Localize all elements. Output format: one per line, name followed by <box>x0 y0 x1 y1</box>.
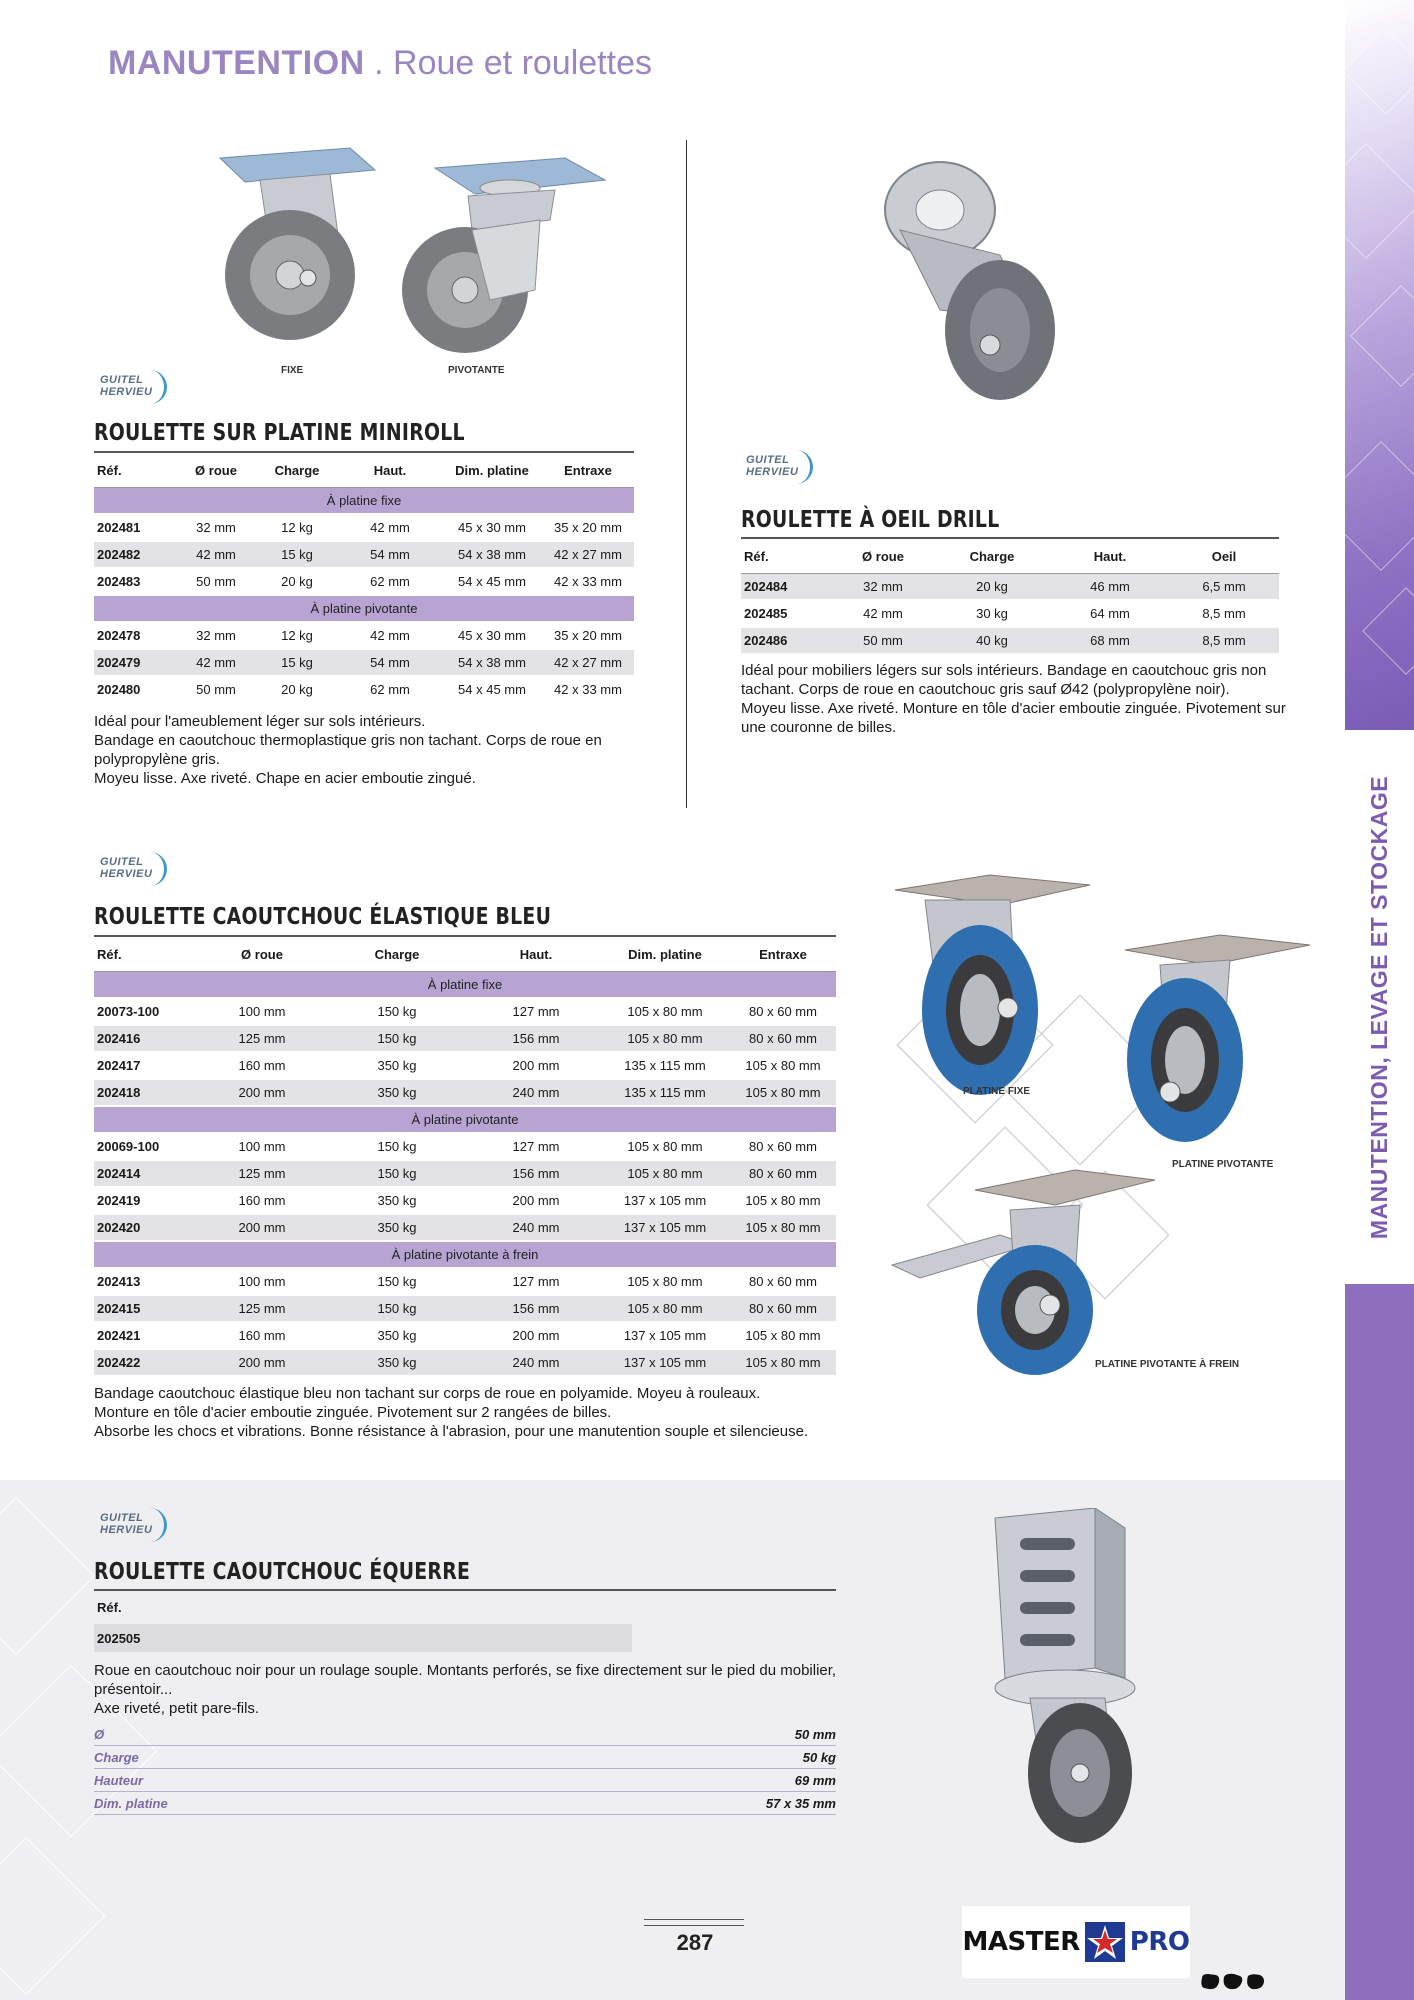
group-band: À platine pivotante <box>94 595 634 622</box>
section-title-miniroll: ROULETTE SUR PLATINE MINIROLL <box>94 420 465 446</box>
ref-header: Réf. <box>97 1600 122 1615</box>
table-header-row <box>94 943 836 972</box>
spec-row: Charge 50 kg <box>94 1746 836 1769</box>
table-row: 202414 125 mm 150 kg 156 mm 105 x 80 mm 80 x 60 mm <box>94 1160 836 1187</box>
col-ref: Réf. <box>741 545 833 574</box>
caption-platine-frein: PLATINE PIVOTANTE À FREIN <box>1095 1359 1240 1370</box>
star-icon <box>1083 1920 1127 1964</box>
table-row: 202481 32 mm 12 kg 42 mm 45 x 30 mm 35 x 20 mm <box>94 514 634 541</box>
table-row: 202415 125 mm 150 kg 156 mm 105 x 80 mm 80 x 60 mm <box>94 1295 836 1322</box>
brand-logo: GUITEL HERVIEU <box>96 370 172 406</box>
brand-logo: GUITEL HERVIEU <box>96 852 172 888</box>
spec-row: Dim. platine 57 x 35 mm <box>94 1792 836 1815</box>
table-row: 202485 42 mm 30 kg 64 mm 8,5 mm <box>741 600 1279 627</box>
caption-platine-pivotante: PLATINE PIVOTANTE <box>1172 1159 1274 1170</box>
brand-logo: GUITEL HERVIEU <box>742 450 818 486</box>
page-number: 287 <box>676 1930 714 1955</box>
side-tab-label: MANUTENTION, LEVAGE ET STOCKAGE <box>1366 775 1393 1239</box>
section-title-drill: ROULETTE À OEIL DRILL <box>741 507 1000 533</box>
table-row: 202419 160 mm 350 kg 200 mm 137 x 105 mm 105 x 80 mm <box>94 1187 836 1214</box>
table-row: 202416 125 mm 150 kg 156 mm 105 x 80 mm 80 x 60 mm <box>94 1025 836 1052</box>
table-row: 202420 200 mm 350 kg 240 mm 137 x 105 mm 105 x 80 mm <box>94 1214 836 1241</box>
col-height: Haut. <box>1051 545 1169 574</box>
bleu-description: Bandage caoutchouc élastique bleu non tachant sur corps de roue en polyamide. Moyeu à rouleaux. Monture en tôle d'acier emboutie zinguée. Pivotement sur 2 rangées de billes. Absorbe les chocs et vibrations. Bonne résistance à l'abrasion, pour une manutention souple et silencieuse. <box>94 1385 809 1440</box>
section-rule <box>741 537 1279 539</box>
col-charge: Charge <box>256 459 338 488</box>
decorative-shapes-icon <box>1200 1972 1270 1992</box>
side-band-bottom <box>1345 1284 1414 2000</box>
page-title: MANUTENTION . Roue et roulettes <box>108 44 652 82</box>
col-plate: Dim. platine <box>442 459 542 488</box>
col-height: Haut. <box>472 943 600 972</box>
col-diameter: Ø roue <box>202 943 322 972</box>
equerre-description: Roue en caoutchouc noir pour un roulage souple. Montants perforés, se fixe directement sur le pied du mobilier, présentoir... Axe riveté, petit pare-fils. <box>94 1662 837 1717</box>
table-row: 20069-100 100 mm 150 kg 127 mm 105 x 80 mm 80 x 60 mm <box>94 1133 836 1160</box>
group-band: À platine pivotante à frein <box>94 1241 836 1268</box>
table-row: 20073-100 100 mm 150 kg 127 mm 105 x 80 mm 80 x 60 mm <box>94 998 836 1025</box>
section-rule <box>94 451 634 453</box>
col-entraxe: Entraxe <box>730 943 836 972</box>
drill-product-image <box>880 160 1100 410</box>
table-row: 202413 100 mm 150 kg 127 mm 105 x 80 mm 80 x 60 mm <box>94 1268 836 1295</box>
table-row: 202482 42 mm 15 kg 54 mm 54 x 38 mm 42 x 27 mm <box>94 541 634 568</box>
drill-table <box>741 545 1279 655</box>
col-height: Haut. <box>338 459 442 488</box>
miniroll-description: Idéal pour l'ameublement léger sur sols intérieurs. Bandage en caoutchouc thermoplastique gris non tachant. Corps de roue en polypropylène gris. Moyeu lisse. Axe riveté. Chape en acier emboutie zingué. <box>94 713 602 787</box>
group-band: À platine fixe <box>94 488 634 515</box>
group-band: À platine fixe <box>94 972 836 999</box>
caption-pivotante: PIVOTANTE <box>448 365 505 376</box>
group-band: À platine pivotante <box>94 1106 836 1133</box>
ref-value: 202505 <box>97 1631 141 1646</box>
bleu-product-image <box>880 860 1320 1380</box>
equerre-specs <box>94 1723 836 1815</box>
spec-row: Ø 50 mm <box>94 1723 836 1746</box>
page-number-rule <box>644 1919 744 1926</box>
caption-platine-fixe: PLATINE FIXE <box>963 1086 1031 1097</box>
table-row: 202480 50 mm 20 kg 62 mm 54 x 45 mm 42 x 33 mm <box>94 676 634 703</box>
section-rule <box>94 935 836 937</box>
col-diameter: Ø roue <box>176 459 256 488</box>
table-row: 202486 50 mm 40 kg 68 mm 8,5 mm <box>741 627 1279 654</box>
masterpro-logo: MASTER PRO <box>962 1906 1190 1978</box>
table-row: 202483 50 mm 20 kg 62 mm 54 x 45 mm 42 x 33 mm <box>94 568 634 595</box>
caption-fixe: FIXE <box>281 365 304 376</box>
bleu-table <box>94 943 836 1377</box>
col-ref: Réf. <box>94 943 202 972</box>
col-diameter: Ø roue <box>833 545 933 574</box>
col-charge: Charge <box>933 545 1051 574</box>
section-rule <box>94 1589 836 1591</box>
table-row: 202479 42 mm 15 kg 54 mm 54 x 38 mm 42 x 27 mm <box>94 649 634 676</box>
section-title-equerre: ROULETTE CAOUTCHOUC ÉQUERRE <box>94 1559 471 1585</box>
col-charge: Charge <box>322 943 472 972</box>
section-title-bleu: ROULETTE CAOUTCHOUC ÉLASTIQUE BLEU <box>94 904 552 930</box>
col-ref: Réf. <box>94 459 176 488</box>
miniroll-table <box>94 459 634 704</box>
column-divider <box>686 140 687 808</box>
col-entraxe: Entraxe <box>542 459 634 488</box>
table-header-row <box>94 459 634 488</box>
miniroll-product-image <box>210 140 630 380</box>
brand-logo: GUITEL HERVIEU <box>96 1508 172 1544</box>
col-plate: Dim. platine <box>600 943 730 972</box>
table-row: 202422 200 mm 350 kg 240 mm 137 x 105 mm 105 x 80 mm <box>94 1349 836 1376</box>
spec-row: Hauteur 69 mm <box>94 1769 836 1792</box>
table-row: 202418 200 mm 350 kg 240 mm 135 x 115 mm 105 x 80 mm <box>94 1079 836 1106</box>
side-band-top <box>1345 0 1414 730</box>
ref-row <box>94 1624 632 1652</box>
table-row: 202484 32 mm 20 kg 46 mm 6,5 mm <box>741 574 1279 601</box>
equerre-product-image <box>985 1508 1145 1848</box>
table-row: 202421 160 mm 350 kg 200 mm 137 x 105 mm 105 x 80 mm <box>94 1322 836 1349</box>
col-eye: Oeil <box>1169 545 1279 574</box>
table-row: 202417 160 mm 350 kg 200 mm 135 x 115 mm 105 x 80 mm <box>94 1052 836 1079</box>
table-header-row <box>741 545 1279 574</box>
table-row: 202478 32 mm 12 kg 42 mm 45 x 30 mm 35 x 20 mm <box>94 622 634 649</box>
drill-description: Idéal pour mobiliers légers sur sols intérieurs. Bandage en caoutchouc gris non tachant. Corps de roue en caoutchouc gris sauf Ø42 (polypropylène noir). Moyeu lisse. Axe riveté. Monture en tôle d'acier emboutie zinguée. Pivotement sur une couronne de billes. <box>741 662 1286 736</box>
